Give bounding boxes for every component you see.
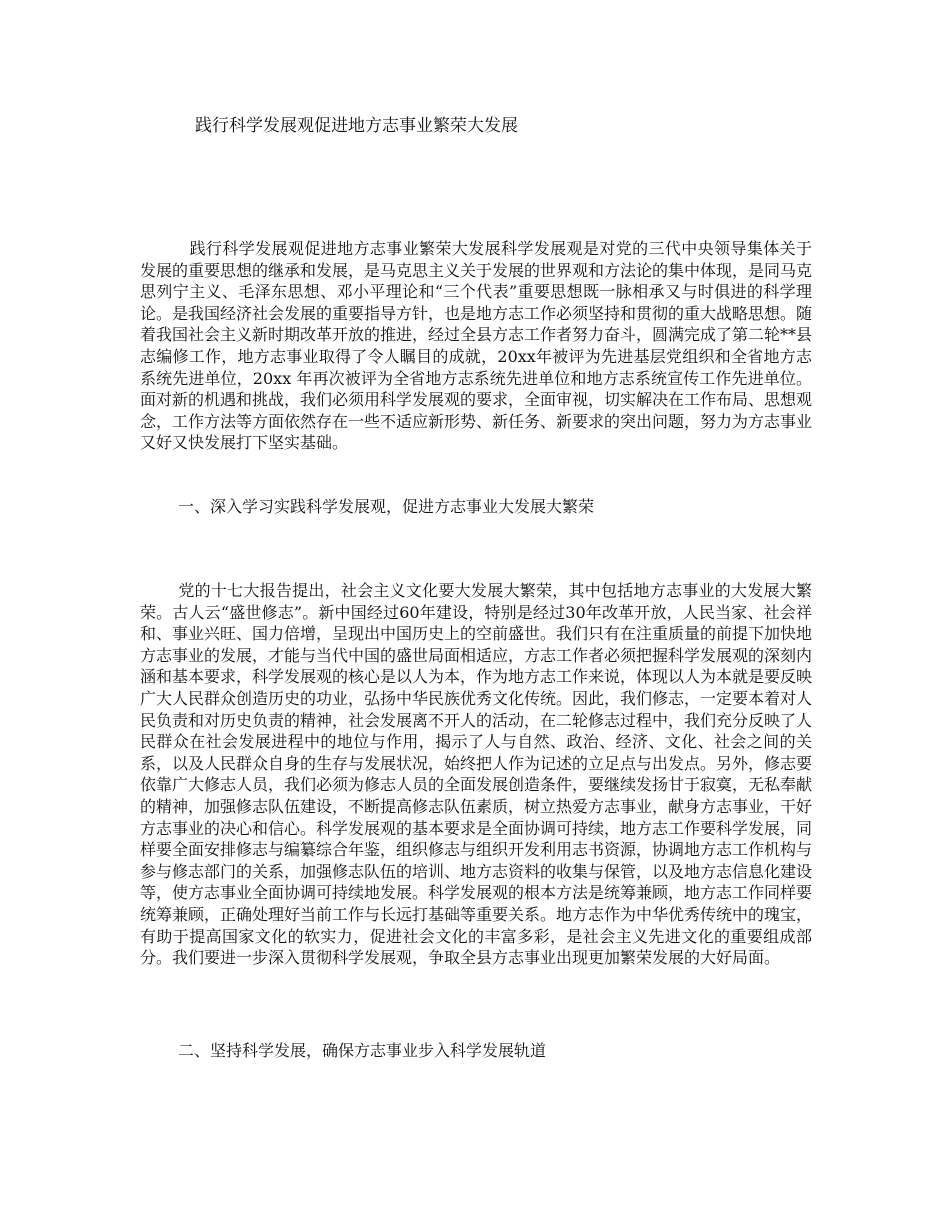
paragraph-intro: 践行科学发展观促进地方志事业繁荣大发展科学发展观是对党的三代中央领导集体关于发展的重要思想的继承和发展，是马克思主义关于发展的世界观和方法论的集中体现，是同马克思列宁主义、毛泽东思想、邓小平理论和“三个代表”重要思想既一脉相承又与时俱进的科学理论。是我国经济社会发展的重要指导方针，也是地方志工作必须坚持和贯彻的重大战略思想。随着我国社会主义新时期改革开放的推进，经过全县方志工作者努力奋斗，圆满完成了第二轮**县志编修工作，地方志事业取得了令人瞩目的成就，20xx年被评为先进基层党组织和全省地方志系统先进单位，20xx 年再次被评为全省地方志系统先进单位和地方志系统宣传工作先进单位。面对新的机遇和挑战，我们必须用科学发展观的要求，全面审视，切实解决在工作布局、思想观念，工作方法等方面依然存在一些不适应新形势、新任务、新要求的突出问题，努力为方志事业又好又快发展打下坚实基础。 [140, 239, 813, 453]
paragraph-section-1: 党的十七大报告提出，社会主义文化要大发展大繁荣，其中包括地方志事业的大发展大繁荣。古人云“盛世修志”。新中国经过60年建设，特别是经过30年改革开放，人民当家、社会祥和、事业兴旺、国力倍增，呈现出中国历史上的空前盛世。我们只有在注重质量的前提下加快地方志事业的发展，才能与当代中国的盛世局面相适应，方志工作者必须把握科学发展观的深刻内涵和基本要求，科学发展观的核心是以人为本，作为地方志工作来说，体现以人为本就是要反映广大人民群众创造历史的功业，弘扬中华民族优秀文化传统。因此，我们修志，一定要本着对人民负责和对历史负责的精神，社会发展离不开人的活动，在二轮修志过程中，我们充分反映了人民群众在社会发展进程中的地位与作用，揭示了人与自然、政治、经济、文化、社会之间的关系，以及人民群众自身的生存与发展状况，始终把人作为记述的立足点与出发点。另外，修志要依靠广大修志人员，我们必须为修志人员的全面发展创造条件，要继续发扬甘于寂寞，无私奉献的精神，加强修志队伍建设，不断提高修志队伍素质，树立热爱方志事业，献身方志事业，干好方志事业的决心和信心。科学发展观的基本要求是全面协调可持续，地方志工作要科学发展，同样要全面安排修志与编纂综合年鉴，组织修志与组织开发利用志书资源，协调地方志工作机构与参与修志部门的关系，加强修志队伍的培训、地方志资料的收集与保管，以及地方志信息化建设等，使方志事业全面协调可持续地发展。科学发展观的根本方法是统筹兼顾，地方志工作同样要统筹兼顾，正确处理好当前工作与长远打基础等重要关系。地方志作为中华优秀传统中的瑰宝，有助于提高国家文化的软实力，促进社会文化的丰富多彩，是社会主义先进文化的重要组成部分。我们要进一步深入贯彻科学发展观，争取全县方志事业出现更加繁荣发展的大好局面。 [140, 581, 813, 968]
document-title: 践行科学发展观促进地方志事业繁荣大发展 [195, 116, 518, 136]
section-heading-2: 二、坚持科学发展，确保方志事业步入科学发展轨道 [178, 1041, 547, 1060]
section-heading-1: 一、深入学习实践科学发展观，促进方志事业大发展大繁荣 [178, 497, 595, 516]
